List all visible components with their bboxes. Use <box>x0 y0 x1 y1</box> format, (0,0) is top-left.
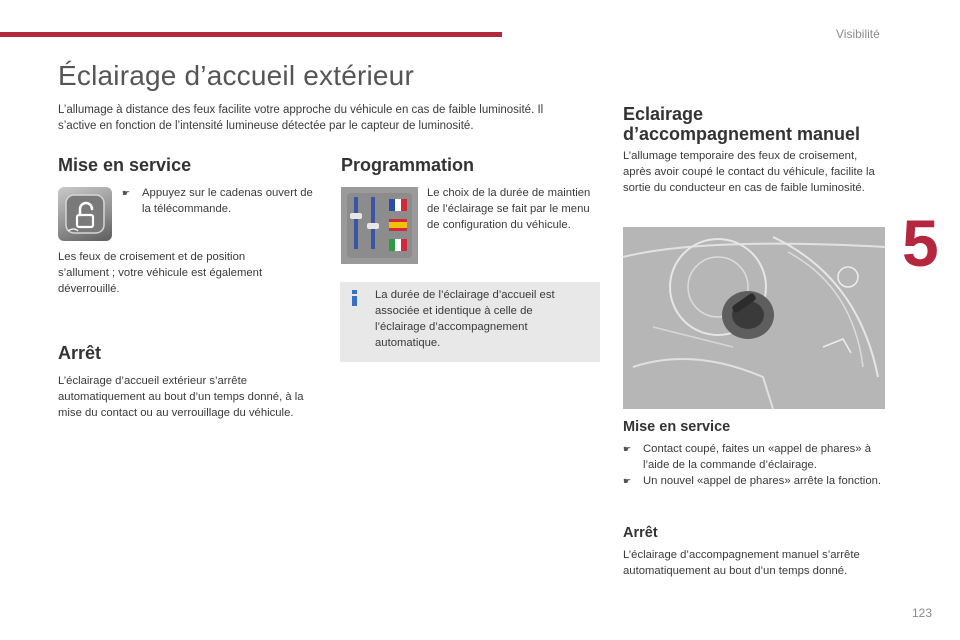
dashboard-drawing <box>623 227 885 409</box>
right-heading <box>623 104 860 144</box>
open-padlock-icon <box>58 187 112 241</box>
intro-paragraph: L’allumage à distance des feux facilite votre approche du véhicule en cas de faible luminosité. Il s’active en fonction de l’intensité lumineuse détectée par le capteur de luminosité. <box>58 104 544 132</box>
pointer-bullet-icon: ☛ <box>623 444 632 454</box>
right-arret-text: L’éclairage d’accompagnement manuel s’arrête automatiquement au bout d’un temps donné. <box>623 549 860 577</box>
right-bullet-1 <box>623 441 891 473</box>
page-title: Éclairage d’accueil extérieur <box>58 60 414 91</box>
programmation-heading: Programmation <box>341 155 475 175</box>
page-number: 123 <box>912 606 933 620</box>
pointer-bullet-icon: ☛ <box>623 476 632 486</box>
left-arret-heading: Arrêt <box>58 343 102 363</box>
right-bullet-2-text: Un nouvel «appel de phares» arrête la fonction. <box>643 475 882 487</box>
right-intro-text: L’allumage temporaire des feux de croisement, après avoir coupé le contact du véhicule, facilite la sortie du conducteur en cas de faible luminosité. <box>623 150 875 194</box>
pointer-bullet-icon: ☛ <box>122 188 131 198</box>
info-icon <box>350 290 359 306</box>
left-mise-en-service-text: Les feux de croisement et de position s’allument ; votre véhicule est également déverrouillé. <box>58 251 263 295</box>
right-heading-line1: Eclairage <box>623 104 704 124</box>
right-bullet-2 <box>623 473 891 489</box>
configuration-menu-illustration <box>341 187 418 264</box>
right-heading-line2: d’accompagnement manuel <box>623 124 861 144</box>
right-arret-heading: Arrêt <box>623 525 658 541</box>
left-mise-en-service-heading: Mise en service <box>58 155 192 175</box>
right-bullet-1-text: Contact coupé, faites un «appel de phares» à l’aide de la commande d’éclairage. <box>643 443 871 471</box>
remote-key-illustration <box>58 187 112 241</box>
chapter-number: 5 <box>902 206 939 280</box>
left-arret-text: L’éclairage d’accueil extérieur s’arrête automatiquement au bout d’un temps donné, à la mise du contact ou au verrouillage du véhicule. <box>58 375 304 419</box>
right-mise-en-service-heading: Mise en service <box>623 419 731 435</box>
section-name: Visibilité <box>836 27 880 41</box>
left-bullet <box>122 185 317 217</box>
header-accent-bar <box>0 32 502 37</box>
info-text: La durée de l’éclairage d’accueil est associée et identique à celle de l’éclairage d’accompagnement automatique. <box>375 289 555 349</box>
programmation-text: Le choix de la durée de maintien de l’éclairage se fait par le menu de configuration du véhicule. <box>427 187 591 231</box>
settings-sliders-icon <box>341 187 418 264</box>
left-bullet-text: Appuyez sur le cadenas ouvert de la télécommande. <box>142 187 313 215</box>
dashboard-lighting-stalk-illustration <box>623 227 885 409</box>
